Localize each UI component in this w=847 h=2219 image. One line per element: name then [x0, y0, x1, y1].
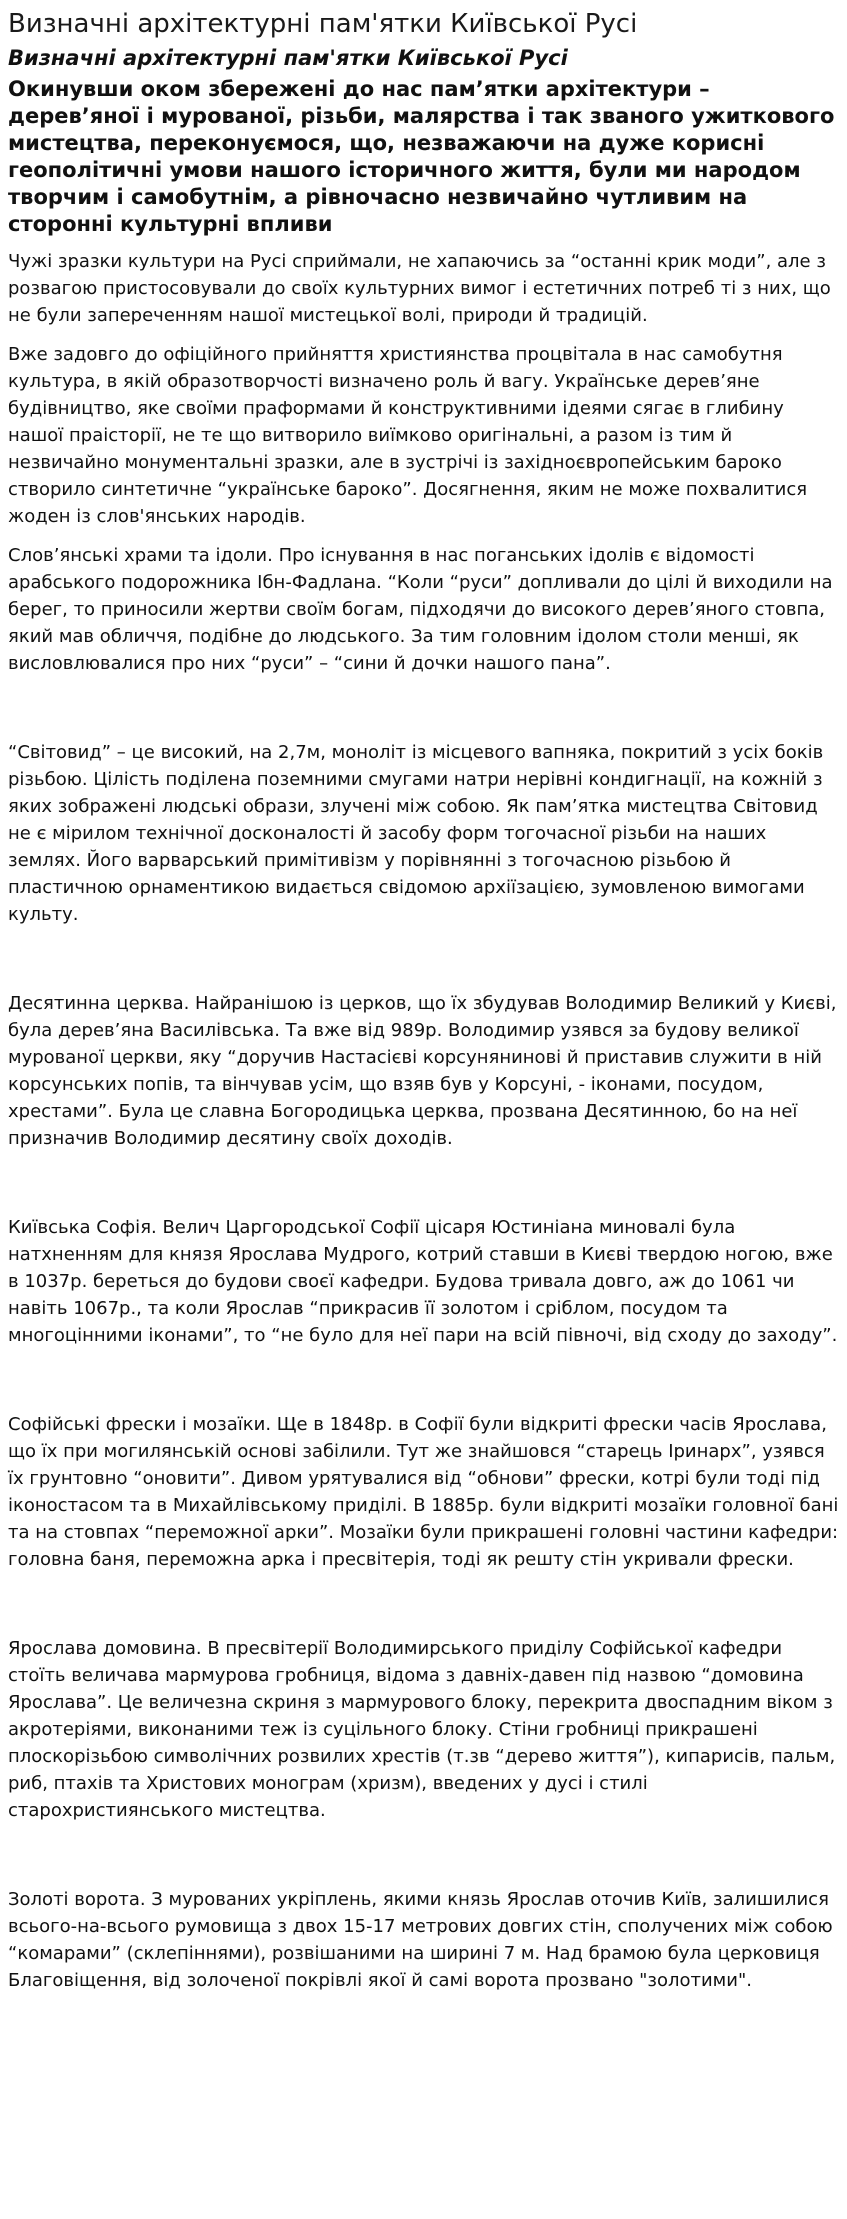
- page-title: Визначні архітектурні пам'ятки Київської Русі: [8, 9, 638, 39]
- paragraph-kyiv-sophia: Київська Софія. Велич Царгородської Софії цісаря Юстиніана миновалі була натхненням для князя Ярослава Мудрого, котрий ставши в Києві твердою ногою, вже в 1037р. береться до будови своєї кафедри. Будова тривала довго, аж до 1061 чи навіть 1067р., та коли Ярослав “прикрасив її золотом і сріблом, посудом та многоцінними іконами”, то “не було для неї пари на всій півночі, від сходу до заходу”.: [8, 1217, 838, 1346]
- paragraph-tithe-church: Десятинна церква. Найранішою із церков, що їх збудував Володимир Великий у Києві, була дерев’яна Василівська. Та вже від 989р. Володимир узявся за будову великої мурованої церкви, яку “доручив Настасієві корсунянинові й приставив служити в ній корсунських попів, та вінчував усім, що взяв був у Корсуні, - іконами, посудом, хрестами”. Була це славна Богородицька церква, прозвана Десятинною, бо на неї призначив Володимир десятину своїх доходів.: [8, 993, 837, 1149]
- article-heading: Визначні архітектурні пам'ятки Київської Русі: [8, 46, 568, 70]
- paragraph-golden-gate: Золоті ворота. З мурованих укріплень, якими князь Ярослав оточив Київ, залишилися всього-на-всього румовища з двох 15-17 метрових довгих стін, сполучених між собою “комарами” (склепіннями), розвішаними на ширині 7 м. Над брамою була церковиця Благовіщення, від золоченої покрівлі якої й самі ворота прозвано "золотими".: [8, 1889, 833, 1991]
- paragraph-native-culture: Вже задовго до офіційного прийняття християнства процвітала в нас самобутня культура, в якій образотворчості визначено роль й вагу. Українське дерев’яне будівництво, яке своїми праформами й конструктивними ідеями сягає в глибину нашої праісторії, не те що витворило виїмково оригінальні, а разом із тим й незвичайно монументальні зразки, але в зустрічі із західноєвропейським бароко створило синтетичне “українське бароко”. Досягнення, яким не може похвалитися жоден із слов'янських народів.: [8, 344, 808, 527]
- paragraph-frescoes-mosaics: Софійські фрески і мозаїки. Ще в 1848р. в Софії були відкриті фрески часів Ярослава, що їх при могилянській основі забілили. Тут же знайшовся “старець Іринарх”, узявся їх грунтовно “оновити”. Дивом урятувалися від “обнови” фрески, котрі були тоді під іконостасом та в Михайлівському приділі. В 1885р. були відкриті мозаїки головної бані та на стовпах “переможної арки”. Мозаїки були прикрашені головні частини кафедри: головна баня, переможна арка і пресвітерія, тоді як решту стін укривали фрески.: [8, 1414, 839, 1570]
- paragraph-foreign-culture: Чужі зразки культури на Русі сприймали, не хапаючись за “останні крик моди”, але з розвагою пристосовували до своїх культурних вимог і естетичних потреб ті з них, що не були запереченням нашої мистецької волі, природи й традицій.: [8, 251, 831, 326]
- paragraph-yaroslav-sarcophagus: Ярослава домовина. В пресвітерії Володимирського приділу Софійської кафедри стоїть величава мармурова гробниця, відома з давніх-давен під назвою “домовина Ярослава”. Це величезна скриня з мармурового блоку, перекрита двоспадним віком з акротеріями, виконаними теж із суцільного блоку. Стіни гробниці прикрашені плоскорізьбою символічних розвилих хрестів (т.зв “дерево життя”), кипарисів, пальм, риб, птахів та Христових монограм (хризм), введених у дусі і стилі старохристиянського мистецтва.: [8, 1638, 836, 1821]
- lead-paragraph: Окинувши оком збережені до нас пам’ятки архітектури – дерев’яної і мурованої, різьби, малярства і так званого ужиткового мистецтва, переконуємося, що, незважаючи на дуже корисні геополітичні умови нашого історичного життя, були ми народом творчим і самобутнім, а рівночасно незвичайно чутливим на сторонні культурні впливи: [8, 77, 835, 236]
- paragraph-svitovyd: “Світовид” – це високий, на 2,7м, моноліт із місцевого вапняка, покритий з усіх боків різьбою. Цілість поділена поземними смугами натри нерівні кондигнації, на кожній з яких зображені людські образи, злучені між собою. Як пам’ятка мистецтва Світовид не є мірилом технічної досконалості й засобу форм тогочасної різьби на наших землях. Його варварський примітивізм у порівнянні з тогочасною різьбою й пластичною орнаментикою видається свідомою архіїзацією, зумовленою вимогами культу.: [8, 742, 824, 925]
- paragraph-slavic-temples: Слов’янські храми та ідоли. Про існування в нас поганських ідолів є відомості арабського подорожника Ібн-Фадлана. “Коли “руси” допливали до цілі й виходили на берег, то приносили жертви своїм богам, підходячи до високого дерев’яного стовпа, який мав обличчя, подібне до людського. За тим головним ідолом столи менші, як висловлювалися про них “руси” – “сини й дочки нашого пана”.: [8, 545, 833, 674]
